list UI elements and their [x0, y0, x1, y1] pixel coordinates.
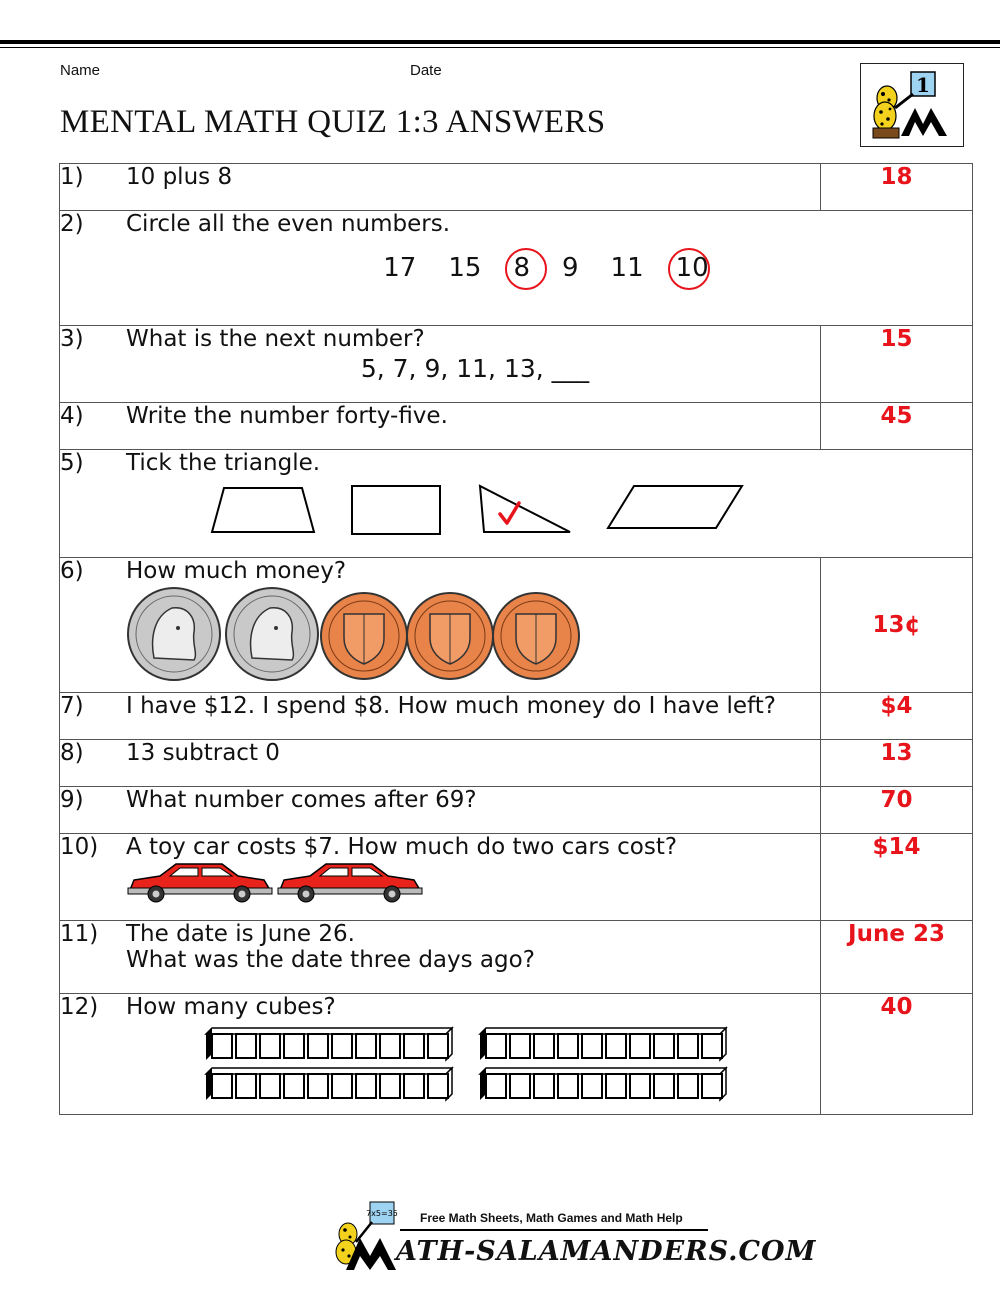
unit-cube — [654, 1034, 674, 1058]
number-option: 11 — [610, 253, 644, 283]
number-sequence: 5, 7, 9, 11, 13, ___ — [360, 354, 590, 383]
question-text: 10 plus 8 — [126, 164, 233, 190]
question-number: 9) — [60, 787, 84, 813]
question-text: Write the number forty-five. — [126, 403, 448, 429]
unit-cube — [558, 1074, 578, 1098]
unit-cube — [308, 1034, 328, 1058]
penny-coin-icon — [321, 593, 407, 679]
unit-cube — [428, 1074, 448, 1098]
footer-badge-text: 7x5=35 — [366, 1209, 398, 1218]
answer-cell: $14 — [821, 834, 973, 921]
question-row-3 — [60, 326, 973, 403]
unit-cube — [260, 1074, 280, 1098]
unit-cube — [558, 1034, 578, 1058]
unit-cube — [486, 1074, 506, 1098]
unit-cube — [212, 1034, 232, 1058]
question-row-2 — [60, 211, 973, 326]
footer-brand: ATH-SALAMANDERS.COM — [396, 1236, 817, 1267]
car-icon — [278, 864, 422, 902]
unit-cube — [678, 1034, 698, 1058]
top-rule-thick — [0, 40, 1000, 44]
question-text: How many cubes? — [126, 994, 336, 1020]
question-text: What number comes after 69? — [126, 787, 477, 813]
unit-cube — [380, 1034, 400, 1058]
number-option: 17 — [383, 253, 417, 283]
question-number: 8) — [60, 740, 84, 766]
question-text: Circle all the even numbers. — [126, 211, 450, 237]
question-number: 11) — [60, 921, 99, 947]
car-icon — [128, 864, 272, 902]
parallelogram-shape — [608, 486, 742, 528]
coins-group — [124, 588, 594, 680]
top-rule-thin — [0, 47, 1000, 48]
unit-cube — [404, 1034, 424, 1058]
question-row-11 — [60, 921, 973, 994]
answer-cell: 18 — [821, 164, 973, 211]
unit-cube — [510, 1034, 530, 1058]
ten-rod-icon — [206, 1028, 452, 1060]
answer-cell: 13 — [821, 740, 973, 787]
number-option-circled: 8 — [509, 253, 534, 283]
question-number: 1) — [60, 164, 84, 190]
unit-cube — [630, 1074, 650, 1098]
question-text: What is the next number? — [126, 326, 425, 352]
unit-cube — [678, 1074, 698, 1098]
question-row-12 — [60, 994, 973, 1115]
grade-number: 1 — [916, 73, 930, 97]
ten-rod-icon — [480, 1028, 726, 1060]
number-option: 15 — [448, 253, 482, 283]
unit-cube — [702, 1034, 722, 1058]
math-salamanders-logo — [326, 1200, 817, 1276]
question-number: 2) — [60, 211, 84, 237]
question-text: Tick the triangle. — [126, 450, 321, 476]
unit-cube — [356, 1074, 376, 1098]
page-title: MENTAL MATH QUIZ 1:3 ANSWERS — [60, 104, 606, 140]
unit-cube — [308, 1074, 328, 1098]
question-text: I have $12. I spend $8. How much money do I have left? — [126, 693, 776, 719]
footer-tagline: Free Math Sheets, Math Games and Math Help — [420, 1211, 683, 1225]
question-row-4 — [60, 403, 973, 450]
question-text-line2: What was the date three days ago? — [126, 947, 535, 973]
question-row-6 — [60, 558, 973, 693]
ten-rod-icon — [480, 1068, 726, 1100]
unit-cube — [260, 1034, 280, 1058]
cube-rods-group — [200, 1020, 760, 1100]
unit-cube — [332, 1074, 352, 1098]
unit-cube — [236, 1074, 256, 1098]
footer-logo — [326, 1200, 817, 1276]
triangle-shape — [480, 486, 570, 532]
penny-coin-icon — [407, 593, 493, 679]
answer-cell: 70 — [821, 787, 973, 834]
penny-coin-icon — [493, 593, 579, 679]
unit-cube — [606, 1034, 626, 1058]
question-row-7 — [60, 693, 973, 740]
question-text: How much money? — [126, 558, 347, 584]
cars-group — [126, 860, 436, 904]
rectangle-shape — [352, 486, 440, 534]
trapezoid-shape — [212, 488, 314, 532]
salamander-grade-icon — [861, 64, 963, 146]
unit-cube — [284, 1074, 304, 1098]
shapes-row — [60, 476, 820, 538]
question-number: 3) — [60, 326, 84, 352]
nickel-coin-icon — [226, 588, 318, 680]
unit-cube — [630, 1034, 650, 1058]
grade-logo — [860, 63, 964, 147]
unit-cube — [236, 1034, 256, 1058]
ten-rod-icon — [206, 1068, 452, 1100]
date-label: Date — [410, 62, 442, 79]
question-row-10 — [60, 834, 973, 921]
answer-cell: 45 — [821, 403, 973, 450]
unit-cube — [356, 1034, 376, 1058]
question-number: 5) — [60, 450, 84, 476]
unit-cube — [486, 1034, 506, 1058]
question-number: 4) — [60, 403, 84, 429]
question-text: 13 subtract 0 — [126, 740, 280, 766]
number-option: 9 — [562, 253, 579, 283]
question-text: The date is June 26. — [126, 921, 355, 947]
name-label: Name — [60, 62, 101, 79]
question-text: A toy car costs $7. How much do two cars cost? — [126, 834, 678, 860]
question-row-5 — [60, 450, 973, 558]
unit-cube — [380, 1074, 400, 1098]
question-number: 12) — [60, 994, 99, 1020]
unit-cube — [606, 1074, 626, 1098]
number-set — [60, 253, 972, 283]
question-row-1 — [60, 164, 973, 211]
unit-cube — [534, 1074, 554, 1098]
unit-cube — [534, 1034, 554, 1058]
question-row-9 — [60, 787, 973, 834]
answer-cell: June 23 — [821, 921, 973, 994]
unit-cube — [582, 1034, 602, 1058]
question-row-8 — [60, 740, 973, 787]
nickel-coin-icon — [128, 588, 220, 680]
unit-cube — [510, 1074, 530, 1098]
number-option-circled: 10 — [672, 253, 713, 283]
unit-cube — [284, 1034, 304, 1058]
answer-cell: 13¢ — [821, 558, 973, 693]
unit-cube — [404, 1074, 424, 1098]
answer-cell: 15 — [821, 326, 973, 403]
unit-cube — [428, 1034, 448, 1058]
unit-cube — [582, 1074, 602, 1098]
unit-cube — [702, 1074, 722, 1098]
unit-cube — [654, 1074, 674, 1098]
answer-cell: 40 — [821, 994, 973, 1115]
question-number: 6) — [60, 558, 84, 584]
unit-cube — [332, 1034, 352, 1058]
question-number: 10) — [60, 834, 99, 860]
question-number: 7) — [60, 693, 84, 719]
quiz-table — [59, 163, 973, 1115]
unit-cube — [212, 1074, 232, 1098]
answer-cell: $4 — [821, 693, 973, 740]
